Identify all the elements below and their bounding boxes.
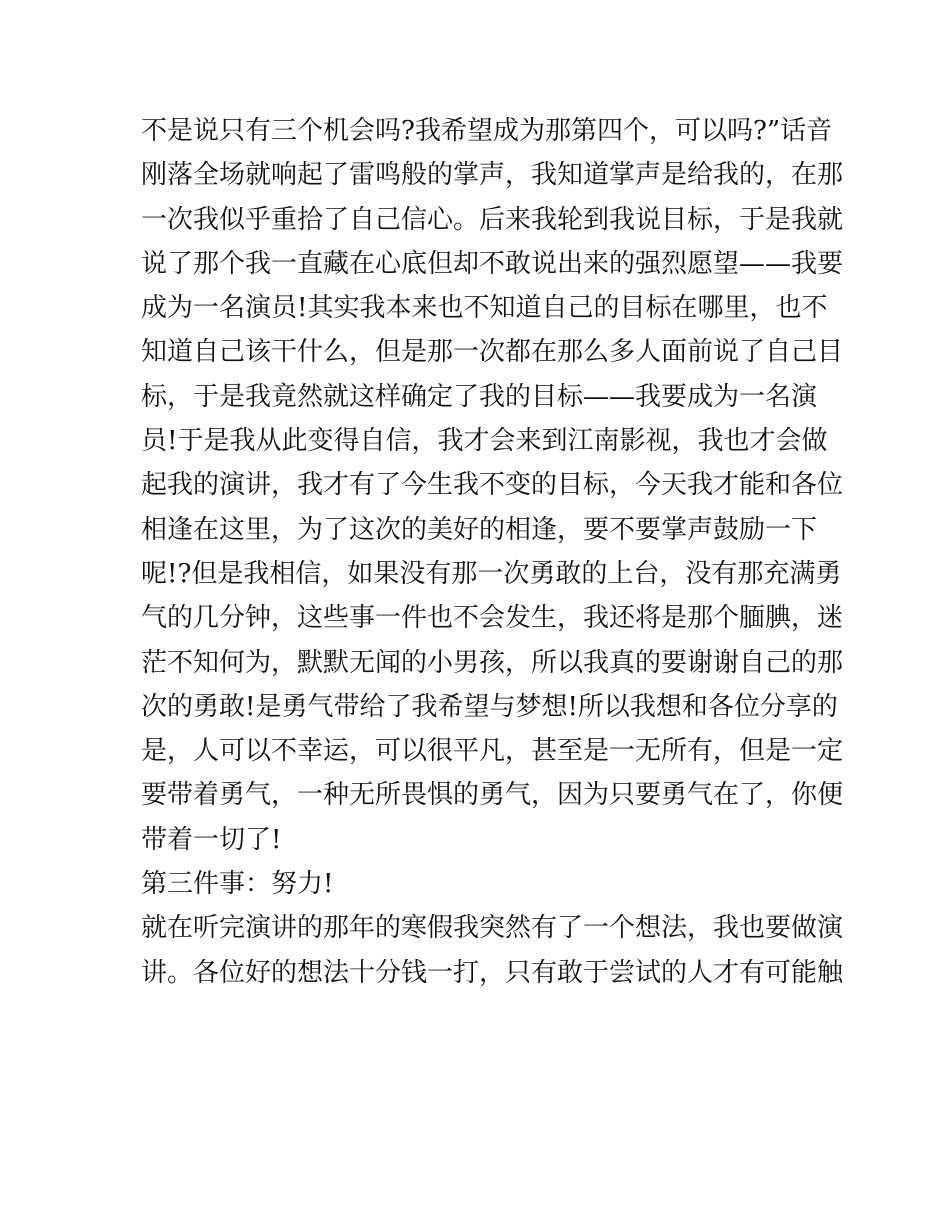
body-line-last: 带着一切了!: [141, 824, 282, 855]
body-line: 要带着勇气，一种无所畏惧的勇气，因为只要勇气在了，你便: [141, 780, 844, 811]
body-line: 讲。各位好的想法十分钱一打，只有敢于尝试的人才有可能触: [141, 957, 844, 988]
body-line: 标，于是我竟然就这样确定了我的目标——我要成为一名演: [141, 381, 818, 412]
body-line: 成为一名演员!其实我本来也不知道自己的目标在哪里，也不: [141, 293, 828, 324]
body-line: 呢!?但是我相信，如果没有那一次勇敢的上台，没有那充满勇: [141, 558, 842, 589]
body-line: 次的勇敢!是勇气带给了我希望与梦想!所以我想和各位分享的: [141, 691, 838, 722]
section-heading: 第三件事：努力!: [141, 869, 334, 900]
body-line: 刚落全场就响起了雷鸣般的掌声，我知道掌声是给我的，在那: [141, 160, 844, 191]
body-line: 一次我似乎重拾了自己信心。后来我轮到我说目标，于是我就: [141, 204, 844, 235]
document-body: [141, 109, 844, 995]
body-line: 不是说只有三个机会吗?我希望成为那第四个，可以吗?”话音: [141, 116, 833, 146]
body-line: 员!于是我从此变得自信，我才会来到江南影视，我也才会做: [141, 426, 828, 457]
body-line: 说了那个我一直藏在心底但却不敢说出来的强烈愿望——我要: [141, 248, 844, 279]
body-line: 知道自己该干什么，但是那一次都在那么多人面前说了自己目: [141, 337, 844, 368]
body-line: 茫不知何为，默默无闻的小男孩，所以我真的要谢谢自己的那: [141, 647, 844, 678]
body-line: 气的几分钟，这些事一件也不会发生，我还将是那个腼腆，迷: [141, 603, 844, 634]
body-line: 起我的演讲，我才有了今生我不变的目标，今天我才能和各位: [141, 470, 844, 501]
body-line: 就在听完演讲的那年的寒假我突然有了一个想法，我也要做演: [141, 913, 844, 944]
body-line: 相逢在这里，为了这次的美好的相逢，要不要掌声鼓励一下: [141, 514, 818, 545]
body-line: 是，人可以不幸运，可以很平凡，甚至是一无所有，但是一定: [141, 736, 844, 767]
